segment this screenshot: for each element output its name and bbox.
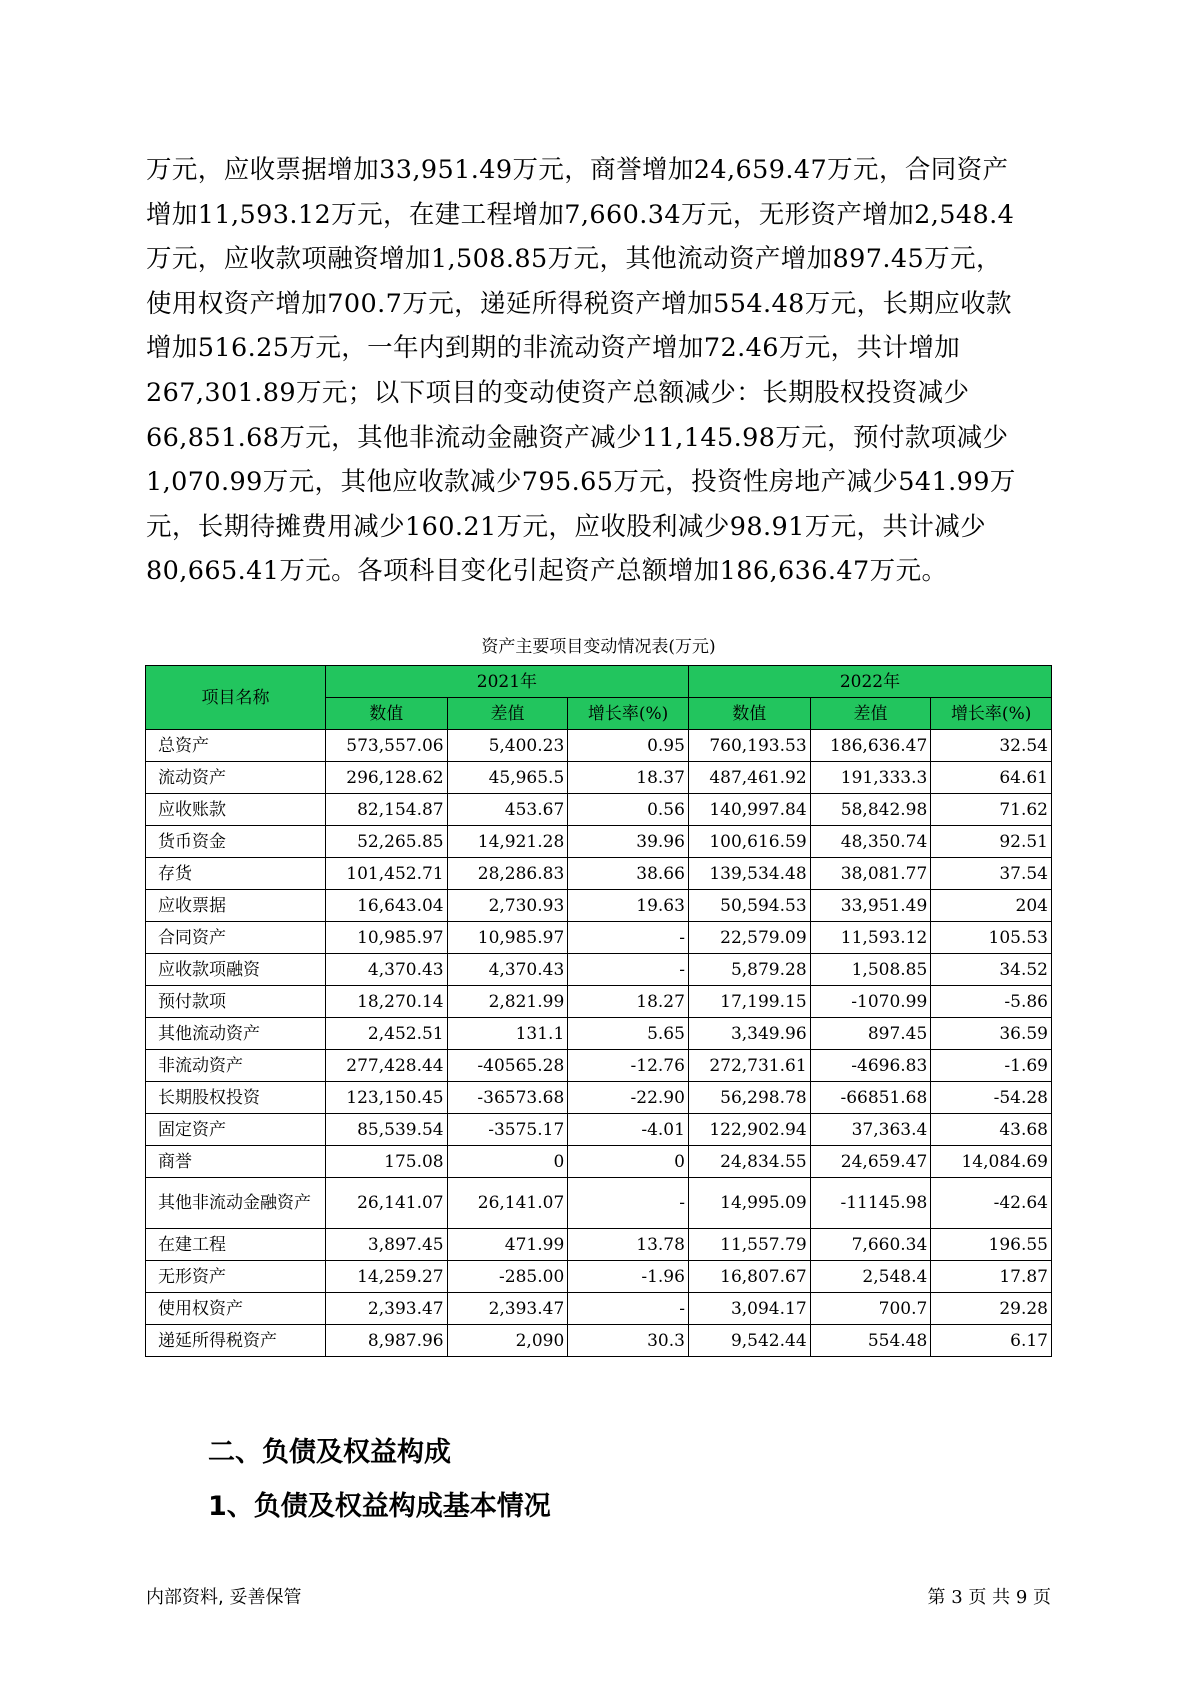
table-cell: 0 (568, 1146, 689, 1178)
table-cell: 175.08 (325, 1146, 447, 1178)
table-cell: -1070.99 (810, 986, 931, 1018)
paragraph-line: 66,851.68万元，其他非流动金融资产减少11,145.98万元，预付款项减少 (146, 422, 1009, 453)
table-cell: 487,461.92 (688, 762, 810, 794)
table-cell: -1.96 (568, 1261, 689, 1293)
header-value-2022: 数值 (688, 698, 810, 730)
table-cell: 56,298.78 (688, 1082, 810, 1114)
row-item-name: 货币资金 (146, 826, 326, 858)
header-year-2022: 2022年 (688, 666, 1051, 698)
table-cell: 471.99 (447, 1229, 568, 1261)
table-cell: 29.28 (931, 1293, 1052, 1325)
table-cell: 34.52 (931, 954, 1052, 986)
table-cell: -285.00 (447, 1261, 568, 1293)
table-cell: 10,985.97 (447, 922, 568, 954)
row-item-name: 递延所得税资产 (146, 1325, 326, 1357)
paragraph-line: 增加11,593.12万元，在建工程增加7,660.34万元，无形资产增加2,548.4 (146, 199, 1015, 230)
row-item-name: 总资产 (146, 730, 326, 762)
table-cell: 186,636.47 (810, 730, 931, 762)
row-item-name: 其他流动资产 (146, 1018, 326, 1050)
section-heading: 二、负债及权益构成 (208, 1437, 451, 1468)
row-item-name: 使用权资产 (146, 1293, 326, 1325)
table-cell: -54.28 (931, 1082, 1052, 1114)
table-cell: 18.27 (568, 986, 689, 1018)
table-cell: 11,593.12 (810, 922, 931, 954)
table-cell: - (568, 954, 689, 986)
table-cell: 18,270.14 (325, 986, 447, 1018)
row-item-name: 合同资产 (146, 922, 326, 954)
table-cell: 140,997.84 (688, 794, 810, 826)
table-cell: 123,150.45 (325, 1082, 447, 1114)
table-cell: 36.59 (931, 1018, 1052, 1050)
table-row (146, 1229, 1052, 1261)
table-cell: 18.37 (568, 762, 689, 794)
table-cell: 8,987.96 (325, 1325, 447, 1357)
table-row (146, 1261, 1052, 1293)
table-cell: 2,393.47 (325, 1293, 447, 1325)
body-paragraph (146, 148, 1051, 594)
table-cell: 3,094.17 (688, 1293, 810, 1325)
table-cell: 22,579.09 (688, 922, 810, 954)
table-row (146, 826, 1052, 858)
row-item-name: 流动资产 (146, 762, 326, 794)
table-cell: 2,090 (447, 1325, 568, 1357)
paragraph-line: 增加516.25万元，一年内到期的非流动资产增加72.46万元，共计增加 (146, 333, 961, 364)
table-cell: -12.76 (568, 1050, 689, 1082)
table-cell: 4,370.43 (447, 954, 568, 986)
table-row (146, 1293, 1052, 1325)
table-row (146, 858, 1052, 890)
table-cell: 38,081.77 (810, 858, 931, 890)
table-cell: 30.3 (568, 1325, 689, 1357)
table-cell: 204 (931, 890, 1052, 922)
table-cell: 4,370.43 (325, 954, 447, 986)
paragraph-line: 80,665.41万元。各项科目变化引起资产总额增加186,636.47万元。 (146, 556, 948, 587)
table-cell: 39.96 (568, 826, 689, 858)
table-row (146, 1018, 1052, 1050)
table-cell: 9,542.44 (688, 1325, 810, 1357)
table-row (146, 986, 1052, 1018)
row-item-name: 非流动资产 (146, 1050, 326, 1082)
table-cell: 573,557.06 (325, 730, 447, 762)
table-row (146, 730, 1052, 762)
header-year-2021: 2021年 (325, 666, 688, 698)
table-cell: 101,452.71 (325, 858, 447, 890)
table-cell: 32.54 (931, 730, 1052, 762)
table-cell: -1.69 (931, 1050, 1052, 1082)
table-cell: 5,879.28 (688, 954, 810, 986)
table-cell: -36573.68 (447, 1082, 568, 1114)
table-row (146, 794, 1052, 826)
row-item-name: 预付款项 (146, 986, 326, 1018)
table-cell: 37,363.4 (810, 1114, 931, 1146)
table-cell: 52,265.85 (325, 826, 447, 858)
table-cell: 26,141.07 (447, 1178, 568, 1229)
table-cell: 272,731.61 (688, 1050, 810, 1082)
table-cell: 760,193.53 (688, 730, 810, 762)
row-item-name: 在建工程 (146, 1229, 326, 1261)
table-cell: 16,807.67 (688, 1261, 810, 1293)
footer-page-number: 第 3 页 共 9 页 (927, 1587, 1051, 1608)
table-cell: 17,199.15 (688, 986, 810, 1018)
table-cell: 14,921.28 (447, 826, 568, 858)
table-cell: -3575.17 (447, 1114, 568, 1146)
table-row (146, 1178, 1052, 1229)
table-cell: 3,349.96 (688, 1018, 810, 1050)
table-cell: 24,659.47 (810, 1146, 931, 1178)
table-cell: 0.95 (568, 730, 689, 762)
table-cell: 554.48 (810, 1325, 931, 1357)
table-cell: 26,141.07 (325, 1178, 447, 1229)
paragraph-line: 1,070.99万元，其他应收款减少795.65万元，投资性房地产减少541.99万 (146, 467, 1016, 498)
table-cell: 2,730.93 (447, 890, 568, 922)
table-cell: 82,154.87 (325, 794, 447, 826)
table-cell: 897.45 (810, 1018, 931, 1050)
row-item-name: 固定资产 (146, 1114, 326, 1146)
row-item-name: 商誉 (146, 1146, 326, 1178)
table-cell: 105.53 (931, 922, 1052, 954)
table-row (146, 954, 1052, 986)
table-cell: 14,259.27 (325, 1261, 447, 1293)
table-cell: 131.1 (447, 1018, 568, 1050)
table-cell: 19.63 (568, 890, 689, 922)
row-item-name: 应收款项融资 (146, 954, 326, 986)
table-cell: 2,393.47 (447, 1293, 568, 1325)
table-cell: 28,286.83 (447, 858, 568, 890)
table-cell: 7,660.34 (810, 1229, 931, 1261)
row-item-name: 无形资产 (146, 1261, 326, 1293)
table-cell: 17.87 (931, 1261, 1052, 1293)
table-cell: -22.90 (568, 1082, 689, 1114)
table-row (146, 890, 1052, 922)
table-cell: 296,128.62 (325, 762, 447, 794)
table-cell: 10,985.97 (325, 922, 447, 954)
table-cell: 100,616.59 (688, 826, 810, 858)
table-cell: -42.64 (931, 1178, 1052, 1229)
table-cell: 45,965.5 (447, 762, 568, 794)
table-cell: 16,643.04 (325, 890, 447, 922)
table-cell: -11145.98 (810, 1178, 931, 1229)
row-item-name: 长期股权投资 (146, 1082, 326, 1114)
table-row (146, 922, 1052, 954)
row-item-name: 存货 (146, 858, 326, 890)
table-cell: 2,452.51 (325, 1018, 447, 1050)
table-cell: -5.86 (931, 986, 1052, 1018)
table-row (146, 1050, 1052, 1082)
table-row (146, 1114, 1052, 1146)
table-cell: 37.54 (931, 858, 1052, 890)
footer-confidential-note: 内部资料, 妥善保管 (146, 1587, 302, 1608)
header-diff-2022: 差值 (810, 698, 931, 730)
table-row (146, 1082, 1052, 1114)
table-cell: 24,834.55 (688, 1146, 810, 1178)
table-cell: 191,333.3 (810, 762, 931, 794)
table-cell: 122,902.94 (688, 1114, 810, 1146)
row-item-name: 应收账款 (146, 794, 326, 826)
table-cell: 33,951.49 (810, 890, 931, 922)
table-cell: - (568, 1178, 689, 1229)
table-cell: 13.78 (568, 1229, 689, 1261)
header-diff-2021: 差值 (447, 698, 568, 730)
table-cell: 85,539.54 (325, 1114, 447, 1146)
table-cell: -40565.28 (447, 1050, 568, 1082)
table-row (146, 762, 1052, 794)
header-item-name: 项目名称 (146, 666, 326, 730)
table-row (146, 1325, 1052, 1357)
table-cell: 277,428.44 (325, 1050, 447, 1082)
header-value-2021: 数值 (325, 698, 447, 730)
table-cell: 58,842.98 (810, 794, 931, 826)
table-cell: 50,594.53 (688, 890, 810, 922)
header-rate-2021: 增长率(%) (568, 698, 689, 730)
table-cell: 139,534.48 (688, 858, 810, 890)
subsection-heading: 1、负债及权益构成基本情况 (208, 1491, 551, 1522)
table-row (146, 1146, 1052, 1178)
table-cell: 38.66 (568, 858, 689, 890)
table-cell: 0.56 (568, 794, 689, 826)
table-cell: 0 (447, 1146, 568, 1178)
paragraph-line: 使用权资产增加700.7万元，递延所得税资产增加554.48万元，长期应收款 (146, 288, 1012, 319)
table-cell: 92.51 (931, 826, 1052, 858)
table-cell: 453.67 (447, 794, 568, 826)
table-cell: -4696.83 (810, 1050, 931, 1082)
paragraph-line: 万元，应收款项融资增加1,508.85万元，其他流动资产增加897.45万元， (146, 244, 1002, 275)
table-cell: 700.7 (810, 1293, 931, 1325)
asset-change-table (145, 665, 1052, 1357)
paragraph-line: 元，长期待摊费用减少160.21万元，应收股利减少98.91万元，共计减少 (146, 511, 987, 542)
paragraph-line: 万元，应收票据增加33,951.49万元，商誉增加24,659.47万元，合同资产 (146, 155, 1009, 185)
table-cell: -4.01 (568, 1114, 689, 1146)
table-cell: 2,821.99 (447, 986, 568, 1018)
row-item-name: 应收票据 (146, 890, 326, 922)
table-cell: 48,350.74 (810, 826, 931, 858)
table-cell: 5.65 (568, 1018, 689, 1050)
row-item-name: 其他非流动金融资产 (146, 1178, 326, 1229)
table-cell: - (568, 922, 689, 954)
table-cell: 14,084.69 (931, 1146, 1052, 1178)
paragraph-line: 267,301.89万元；以下项目的变动使资产总额减少：长期股权投资减少 (146, 377, 970, 408)
table-cell: 6.17 (931, 1325, 1052, 1357)
table-cell: 5,400.23 (447, 730, 568, 762)
table-cell: 2,548.4 (810, 1261, 931, 1293)
table-cell: 1,508.85 (810, 954, 931, 986)
table-cell: 196.55 (931, 1229, 1052, 1261)
table-cell: - (568, 1293, 689, 1325)
table-cell: 14,995.09 (688, 1178, 810, 1229)
table-caption: 资产主要项目变动情况表(万元) (481, 637, 716, 657)
header-rate-2022: 增长率(%) (931, 698, 1052, 730)
table-cell: 11,557.79 (688, 1229, 810, 1261)
table-cell: 64.61 (931, 762, 1052, 794)
table-body (146, 730, 1052, 1357)
table-cell: 71.62 (931, 794, 1052, 826)
table-cell: -66851.68 (810, 1082, 931, 1114)
table-cell: 3,897.45 (325, 1229, 447, 1261)
table-cell: 43.68 (931, 1114, 1052, 1146)
